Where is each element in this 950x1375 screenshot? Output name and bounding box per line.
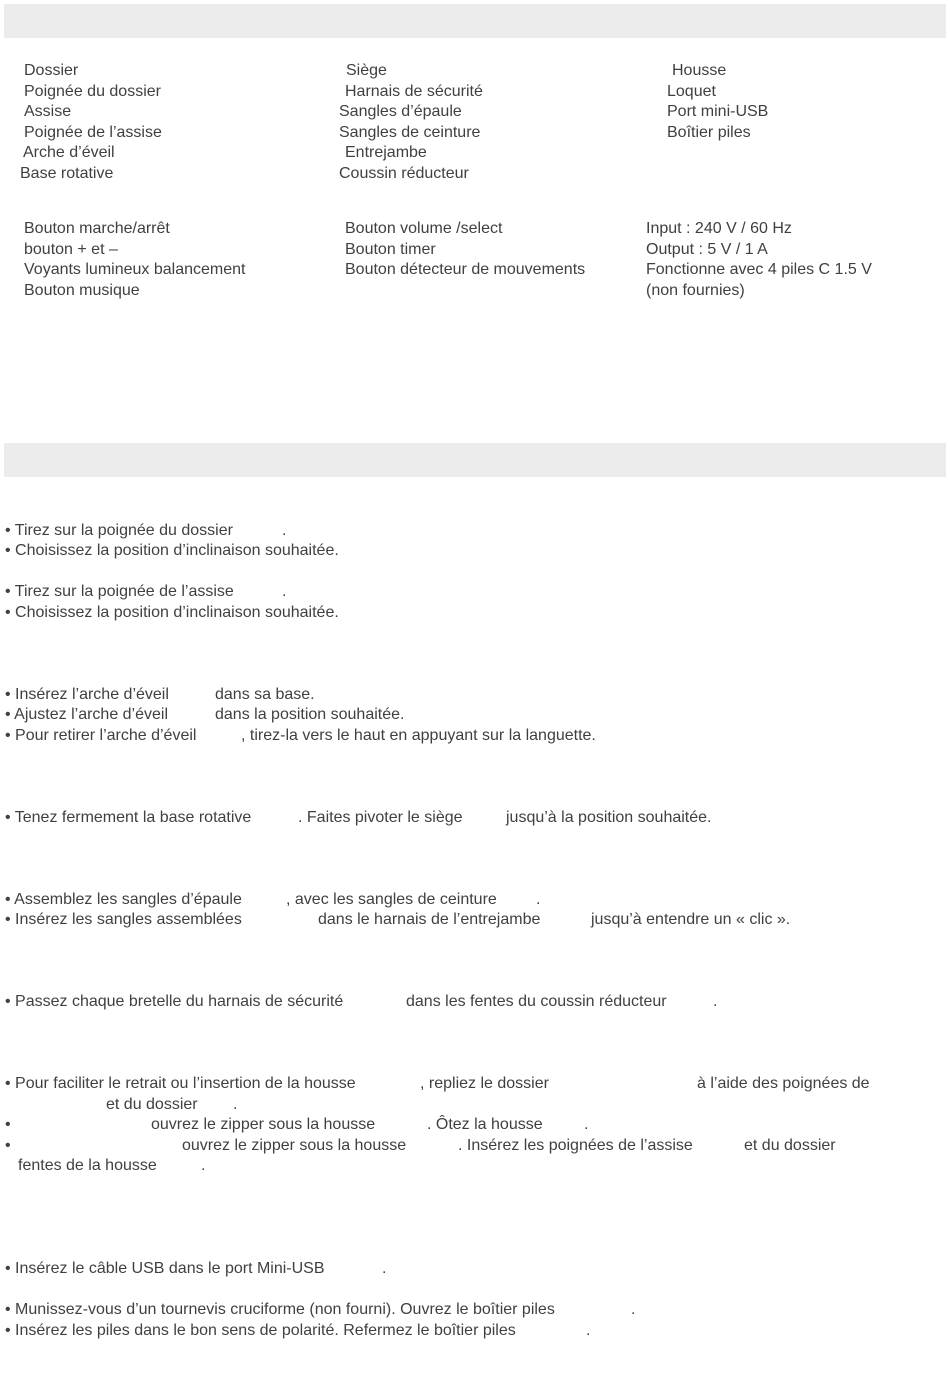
instruction-end: .	[282, 522, 287, 539]
controls-column-2	[345, 219, 585, 281]
parts-column-2	[339, 61, 483, 184]
control-item: bouton + et –	[24, 240, 118, 258]
instruction-end: .	[631, 1301, 636, 1318]
instruction-arch-1: • Insérez l’arche d’éveil	[5, 686, 169, 703]
control-item: Bouton volume /select	[345, 220, 503, 237]
instruction-cover-3-cont-3: et du dossier	[744, 1137, 836, 1154]
spec-item: (non fournies)	[646, 281, 745, 299]
instruction-cover-2: •	[5, 1116, 11, 1133]
control-item: Voyants lumineux balancement	[24, 261, 246, 278]
instruction-end: .	[233, 1096, 238, 1113]
instruction-cover-3-cont-4: fentes de la housse	[18, 1157, 157, 1174]
instruction-arch-3: • Pour retirer l’arche d’éveil	[5, 727, 197, 744]
instruction-end: .	[536, 891, 541, 908]
instruction-cover-1-cont-3: et du dossier	[106, 1096, 198, 1113]
instruction-end: .	[201, 1157, 206, 1174]
section-header-band-2	[4, 443, 946, 477]
part-item: Base rotative	[20, 164, 114, 182]
control-item: Bouton timer	[345, 240, 436, 258]
parts-column-1	[20, 61, 162, 184]
instruction-arch-3-cont: , tirez-la vers le haut en appuyant sur la languette.	[241, 727, 596, 744]
instruction-end: .	[713, 993, 718, 1010]
part-item: Housse	[672, 62, 727, 79]
instruction-rotate: • Tenez fermement la base rotative	[5, 809, 252, 826]
part-item: Coussin réducteur	[339, 164, 469, 182]
instruction-battery-1: • Munissez-vous d’un tournevis cruciforme (non fourni). Ouvrez le boîtier piles	[5, 1301, 555, 1318]
part-item: Arche d’éveil	[23, 144, 115, 161]
part-item: Loquet	[667, 82, 716, 100]
instruction-cover-1: • Pour faciliter le retrait ou l’insertion de la housse	[5, 1075, 356, 1092]
instruction-end: .	[282, 583, 287, 600]
control-item: Bouton marche/arrêt	[24, 220, 170, 237]
instruction-harness-2-cont-1: dans le harnais de l’entrejambe	[318, 911, 541, 928]
instruction-cover-1-cont-1: , repliez le dossier	[420, 1075, 549, 1092]
spec-item: Input : 240 V / 60 Hz	[646, 220, 792, 237]
instruction-seat-1: • Tirez sur la poignée de l’assise	[5, 583, 234, 600]
instruction-text: • Tirez sur la poignée du dossier	[5, 522, 233, 539]
instruction-arch-2-cont: dans la position souhaitée.	[215, 706, 405, 723]
spec-item: Fonctionne avec 4 piles C 1.5 V	[646, 261, 872, 278]
control-item: Bouton musique	[24, 281, 140, 299]
part-item: Poignée du dossier	[24, 82, 161, 100]
instruction-cover-3: •	[5, 1137, 11, 1154]
instruction-end: .	[586, 1322, 591, 1339]
instruction-cover-2-cont-1: ouvrez le zipper sous la housse	[151, 1116, 376, 1133]
instruction-end: .	[584, 1116, 589, 1133]
part-item: Assise	[24, 103, 72, 120]
instruction-battery-2: • Insérez les piles dans le bon sens de polarité. Refermez le boîtier piles	[5, 1322, 516, 1339]
instruction-cover-3-cont-2: . Insérez les poignées de l’assise	[458, 1137, 693, 1154]
part-item: Sangles d’épaule	[339, 103, 462, 120]
part-item: Port mini-USB	[667, 103, 769, 120]
section-header-band-1	[4, 4, 946, 38]
instruction-reducer-cont: dans les fentes du coussin réducteur	[406, 993, 667, 1010]
instruction-usb: • Insérez le câble USB dans le port Mini-USB	[5, 1260, 325, 1277]
instruction-cover-2-cont-2: . Ôtez la housse	[427, 1116, 543, 1133]
part-item: Siège	[346, 62, 387, 79]
part-item: Dossier	[24, 62, 79, 79]
instruction-rotate-cont-2: jusqu’à la position souhaitée.	[506, 809, 712, 826]
instruction-cover-1-cont-2: à l’aide des poignées de	[697, 1075, 870, 1092]
instruction-seat-2: • Choisissez la position d’inclinaison souhaitée.	[5, 604, 339, 621]
part-item: Entrejambe	[345, 144, 427, 161]
instruction-backrest-2: • Choisissez la position d’inclinaison souhaitée.	[5, 542, 339, 559]
part-item: Poignée de l’assise	[24, 123, 162, 141]
spec-item: Output : 5 V / 1 A	[646, 240, 768, 258]
part-item: Boîtier piles	[667, 123, 751, 141]
specs-column	[646, 219, 872, 301]
instruction-arch-1-cont: dans sa base.	[215, 686, 315, 703]
instruction-rotate-cont-1: . Faites pivoter le siège	[298, 809, 463, 826]
instruction-harness-2-cont-2: jusqu’à entendre un « clic ».	[591, 911, 791, 928]
instruction-cover-3-cont-1: ouvrez le zipper sous la housse	[182, 1137, 407, 1154]
instruction-backrest-1	[5, 521, 233, 542]
part-item: Sangles de ceinture	[339, 123, 481, 141]
instruction-arch-2: • Ajustez l’arche d’éveil	[5, 706, 169, 723]
control-item: Bouton détecteur de mouvements	[345, 261, 586, 278]
instruction-harness-1-cont: , avec les sangles de ceinture	[286, 891, 497, 908]
instruction-harness-2: • Insérez les sangles assemblées	[5, 911, 242, 928]
parts-column-3	[667, 61, 768, 143]
instruction-end: .	[382, 1260, 387, 1277]
instruction-reducer: • Passez chaque bretelle du harnais de sécurité	[5, 993, 344, 1010]
instruction-harness-1: • Assemblez les sangles d’épaule	[5, 891, 242, 908]
part-item: Harnais de sécurité	[345, 82, 483, 100]
controls-column-1	[24, 219, 245, 301]
